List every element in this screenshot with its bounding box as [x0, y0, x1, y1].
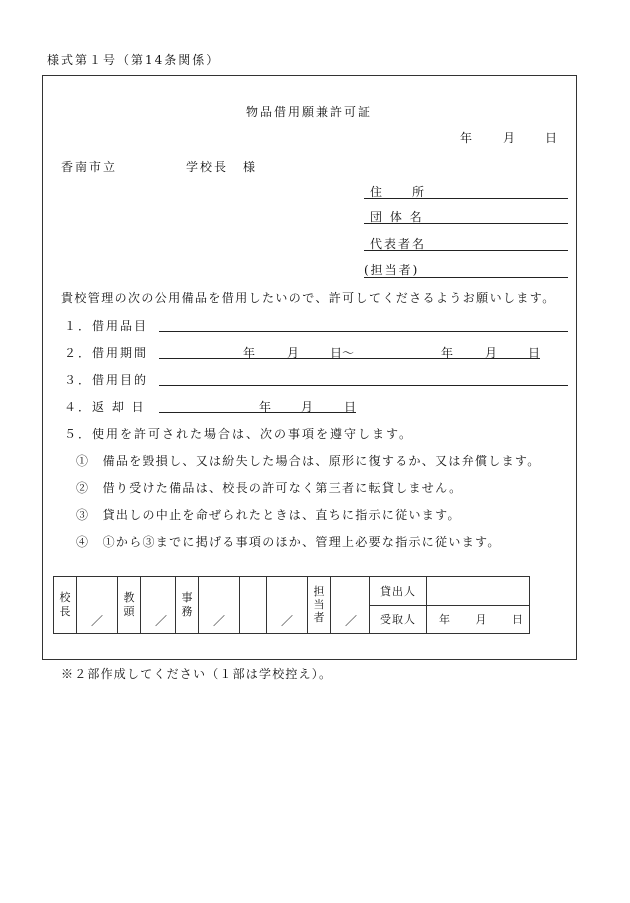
period-year2: 年 — [441, 346, 454, 360]
item-label-period: ２．借用期間 — [64, 346, 149, 360]
rule-2: ② 借り受けた備品は、校長の許可なく第三者に転貸しません。 — [76, 481, 463, 495]
form-title: 物品借用願兼許可証 — [246, 105, 373, 119]
addressee-principal: 学校長 — [186, 160, 229, 174]
approval-stamp-table — [53, 576, 530, 634]
applicant-group-line[interactable] — [364, 223, 568, 224]
period-month1: 月 — [287, 346, 300, 360]
return-day: 日 — [344, 400, 357, 414]
lender-cell[interactable] — [427, 577, 530, 606]
blank-stamp-cell[interactable] — [240, 577, 267, 634]
applicant-address-line[interactable] — [364, 198, 568, 199]
office-label: 事務 — [176, 577, 199, 634]
receiver-label: 受取人 — [370, 605, 427, 634]
applicant-rep-line[interactable] — [364, 250, 568, 251]
rules-intro: ５．使用を許可された場合は、次の事項を遵守します。 — [64, 427, 414, 441]
form-frame — [42, 75, 577, 660]
addressee-honorific: 様 — [243, 160, 256, 174]
addressee-city: 香南市立 — [61, 160, 118, 174]
period-month2: 月 — [485, 346, 498, 360]
receiver-month: 月 — [475, 613, 487, 627]
date-year: 年 — [460, 131, 473, 145]
principal-label: 校長 — [54, 577, 77, 634]
period-year1: 年 — [243, 346, 256, 360]
blank-stamp-cell-2[interactable]: ／ — [267, 577, 308, 634]
footnote: ※２部作成してください（１部は学校控え）。 — [61, 667, 333, 681]
lender-label: 貸出人 — [370, 577, 427, 606]
applicant-rep-label: 代表者名 — [370, 237, 427, 251]
receiver-year: 年 — [439, 613, 450, 627]
applicant-address-label: 住 所 — [370, 185, 427, 199]
date-month: 月 — [503, 131, 516, 145]
item-label-return: ４．返 却 日 — [64, 400, 146, 414]
return-year: 年 — [259, 400, 272, 414]
rule-1: ① 備品を毀損し、又は紛失した場合は、原形に復するか、又は弁償します。 — [76, 454, 541, 468]
receiver-day: 日 — [512, 613, 523, 627]
vice-stamp-cell[interactable]: ／ — [141, 577, 176, 634]
period-day1: 日～ — [330, 346, 355, 360]
vice-label: 教頭 — [118, 577, 141, 634]
form-number: 様式第１号（第14条関係） — [47, 53, 221, 67]
staff-stamp-cell[interactable]: ／ — [331, 577, 370, 634]
applicant-contact-label: (担当者) — [364, 263, 420, 277]
return-month: 月 — [301, 400, 314, 414]
office-stamp-cell[interactable]: ／ — [199, 577, 240, 634]
request-text: 貴校管理の次の公用備品を借用したいので、許可してくださるようお願いします。 — [61, 291, 556, 305]
applicant-contact-line[interactable] — [364, 277, 568, 278]
date-day: 日 — [545, 131, 558, 145]
applicant-group-label: 団 体 名 — [370, 210, 424, 224]
period-day2: 日 — [528, 346, 541, 360]
item-label-goods: １．借用品目 — [64, 319, 149, 333]
item-return-line[interactable] — [159, 412, 356, 413]
item-purpose-line[interactable] — [159, 385, 568, 386]
rule-4: ④ ①から③までに掲げる事項のほか、管理上必要な指示に従います。 — [76, 535, 501, 549]
principal-stamp-cell[interactable]: ／ — [77, 577, 118, 634]
item-label-purpose: ３．借用目的 — [64, 373, 149, 387]
rule-3: ③ 貸出しの中止を命ぜられたときは、直ちに指示に従います。 — [76, 508, 461, 522]
receiver-date-cell[interactable] — [427, 605, 530, 634]
staff-label: 担当者 — [308, 577, 331, 634]
item-goods-line[interactable] — [159, 331, 568, 332]
